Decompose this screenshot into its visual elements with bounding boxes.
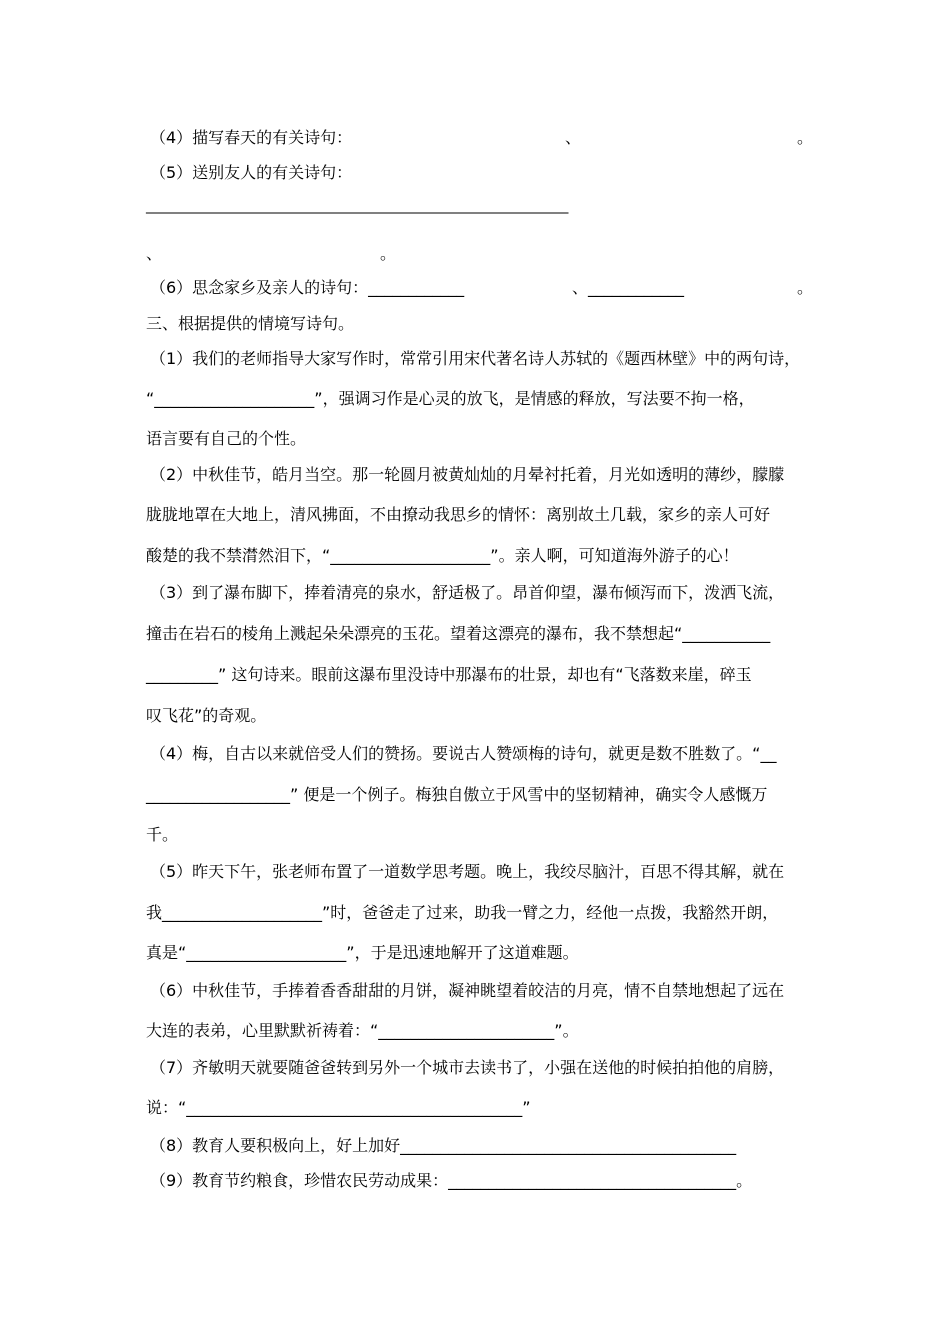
q4-line-3: 千。	[146, 825, 179, 844]
item4-label: （4）描写春天的有关诗句：	[150, 128, 353, 147]
item6-end: 。	[797, 278, 814, 297]
q6-line-1: （6）中秋佳节，手捧着香香甜甜的月饼，凝神眺望着皎洁的月亮，情不自禁地想起了远在	[150, 981, 785, 1000]
q2-line-1: （2）中秋佳节，皓月当空。那一轮圆月被黄灿灿的月晕衬托着，月光如透明的薄纱，朦朦	[150, 465, 785, 484]
section3-heading: 三、根据提供的情境写诗句。	[146, 314, 355, 333]
q5-line-3: 真是“____________________”，于是迅速地解开了这道难题。	[146, 943, 579, 962]
q6-line-2: 大连的表弟，心里默默祈祷着：“______________________”。	[146, 1021, 579, 1040]
item5-blank-line: ____________________________________________________________________	[146, 198, 568, 214]
q3-line-4: 叹飞花”的奇观。	[146, 706, 267, 725]
q4-line-2: __________________” 便是一个例子。梅独自傲立于风雪中的坚韧精神，确实令人感慨万	[146, 785, 768, 804]
q2-line-2: 胧胧地罩在大地上，清风拂面，不由撩动我思乡的情怀：离别故土几载，家乡的亲人可好	[146, 505, 771, 524]
item5-separator: 、	[146, 244, 163, 263]
q4-line-1: （4）梅，自古以来就倍受人们的赞扬。要说古人赞颂梅的诗句，就更是数不胜数了。“__	[150, 744, 777, 763]
item4-separator: 、	[565, 128, 582, 147]
q3-line-1: （3）到了瀑布脚下，捧着清亮的泉水，舒适极了。昂首仰望，瀑布倾泻而下，泼洒飞流，	[150, 583, 785, 602]
q1-line-2: “____________________”，强调习作是心灵的放飞，是情感的释放，写法要不拘一格，	[146, 389, 755, 408]
q3-line-2: 撞击在岩石的棱角上溅起朵朵漂亮的玉花。望着这漂亮的瀑布，我不禁想起“___________	[146, 624, 771, 643]
q2-line-3: 酸楚的我不禁潸然泪下，“____________________”。亲人啊，可知道海外游子的心！	[146, 546, 739, 565]
item4-end: 。	[797, 128, 814, 147]
q8-line: （8）教育人要积极向上，好上加好__________________________________________	[150, 1136, 737, 1155]
item5-end: 。	[380, 244, 397, 263]
q5-line-2: 我____________________”时，爸爸走了过来，助我一臂之力，经他一点拨，我豁然开朗，	[146, 903, 779, 922]
q5-line-1: （5）昨天下午，张老师布置了一道数学思考题。晚上，我绞尽脑汁，百思不得其解，就在	[150, 862, 785, 881]
q1-line-3: 语言要有自己的个性。	[146, 429, 307, 448]
q3-line-3: _________” 这句诗来。眼前这瀑布里没诗中那瀑布的壮景，却也有“飞落数来崖，碎玉	[146, 665, 752, 684]
q1-line-1: （1）我们的老师指导大家写作时，常常引用宋代著名诗人苏轼的《题西林壁》中的两句诗，	[150, 349, 801, 368]
item5-label: （5）送别友人的有关诗句：	[150, 163, 353, 182]
q7-line-2: 说：“__________________________________________”	[146, 1098, 531, 1117]
item6-separator: 、____________	[572, 278, 685, 297]
q7-line-1: （7）齐敏明天就要随爸爸转到另外一个城市去读书了，小强在送他的时候拍拍他的肩膀，	[150, 1058, 785, 1077]
item6-label: （6）思念家乡及亲人的诗句：____________	[150, 278, 465, 297]
q9-line: （9）教育节约粮食，珍惜农民劳动成果：____________________________________。	[150, 1171, 753, 1190]
